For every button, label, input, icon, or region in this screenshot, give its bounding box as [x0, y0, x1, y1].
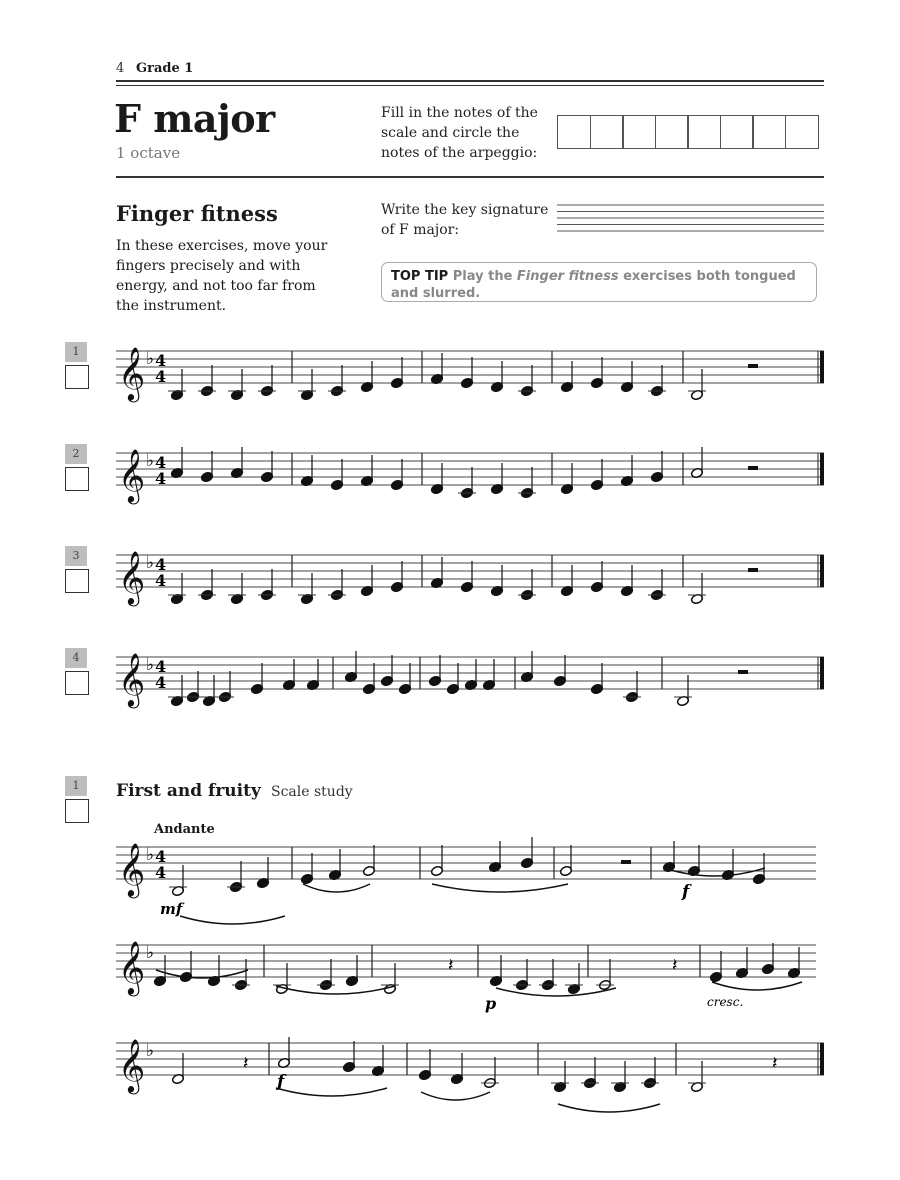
half-rest: [748, 568, 758, 572]
flat-sign: ♭: [146, 349, 155, 369]
time-signature-bottom: 4: [155, 673, 167, 692]
staff: [116, 550, 824, 606]
quarter-rest: 𝄽: [672, 955, 678, 976]
half-rest: [748, 466, 758, 470]
dynamic-p: p: [485, 994, 497, 1013]
slur: [276, 986, 395, 994]
slur: [496, 988, 616, 996]
slur: [303, 884, 370, 892]
time-signature-top: 4: [155, 847, 167, 866]
treble-clef: 𝄞: [118, 1038, 146, 1092]
flat-sign: ♭: [146, 1041, 155, 1061]
time-signature-bottom: 4: [155, 367, 167, 386]
staff: [116, 837, 816, 898]
treble-clef: 𝄞: [118, 448, 146, 502]
half-rest: [738, 670, 748, 674]
dynamic-cresc: cresc.: [707, 995, 744, 1009]
exercise-number: 1: [65, 342, 87, 362]
fill-instruction: Fill in the notes of the scale and circle the notes of the arpeggio:: [381, 105, 538, 161]
page-number: 4: [116, 61, 125, 76]
time-signature-top: 4: [155, 453, 167, 472]
scale-subtitle: 1 octave: [116, 144, 181, 162]
treble-clef: 𝄞: [118, 842, 146, 896]
finger-fitness-text: In these exercises, move your fingers precisely and with energy, and not too far from the instrument.: [116, 238, 328, 314]
slur: [276, 1088, 387, 1096]
flat-sign: ♭: [146, 845, 155, 865]
key-signature-staff: [557, 205, 824, 231]
staff: [116, 940, 816, 996]
time-signature-bottom: 4: [155, 863, 167, 882]
treble-clef: 𝄞: [118, 346, 146, 400]
quarter-rest: 𝄽: [772, 1053, 778, 1074]
time-signature-top: 4: [155, 555, 167, 574]
treble-clef: 𝄞: [118, 940, 146, 994]
slur: [558, 1104, 660, 1112]
slur: [432, 884, 568, 892]
treble-clef: 𝄞: [118, 652, 146, 706]
slur: [664, 868, 765, 876]
staff: [116, 346, 824, 402]
study-title: First and fruity: [116, 781, 261, 801]
study-number: 1: [65, 776, 87, 796]
slur: [421, 1092, 490, 1100]
time-signature-top: 4: [155, 657, 167, 676]
finger-fitness-title: Finger fitness: [116, 201, 278, 226]
staff: [116, 447, 824, 504]
flat-sign: ♭: [146, 943, 155, 963]
tempo-marking: Andante: [154, 822, 215, 837]
exercise-number: 2: [65, 444, 87, 464]
half-rest: [621, 860, 631, 864]
study-subtitle: Scale study: [271, 784, 353, 800]
flat-sign: ♭: [146, 553, 155, 573]
quarter-rest: 𝄽: [448, 955, 454, 976]
staff: [116, 1037, 824, 1094]
half-rest: [748, 364, 758, 368]
grade-label: Grade 1: [136, 61, 194, 76]
scale-title: F major: [114, 96, 275, 141]
top-tip-box: TOP TIP Play the Finger fitness exercises both tongued and slurred.: [381, 262, 817, 302]
slur: [180, 916, 285, 924]
exercise-number: 3: [65, 546, 87, 566]
time-signature-top: 4: [155, 351, 167, 370]
staff: [116, 651, 824, 708]
key-signature-instruction: Write the key signature of F major:: [381, 202, 549, 238]
time-signature-bottom: 4: [155, 469, 167, 488]
dynamic-f: f: [682, 882, 690, 902]
quarter-rest: 𝄽: [243, 1053, 249, 1074]
dynamic-f-second: f: [277, 1072, 285, 1092]
exercise-number: 4: [65, 648, 87, 668]
time-signature-bottom: 4: [155, 571, 167, 590]
flat-sign: ♭: [146, 655, 155, 675]
slur: [712, 982, 802, 990]
top-tip-label: TOP TIP: [391, 269, 449, 284]
treble-clef: 𝄞: [118, 550, 146, 604]
flat-sign: ♭: [146, 451, 155, 471]
dynamic-mf: mf: [160, 900, 183, 918]
